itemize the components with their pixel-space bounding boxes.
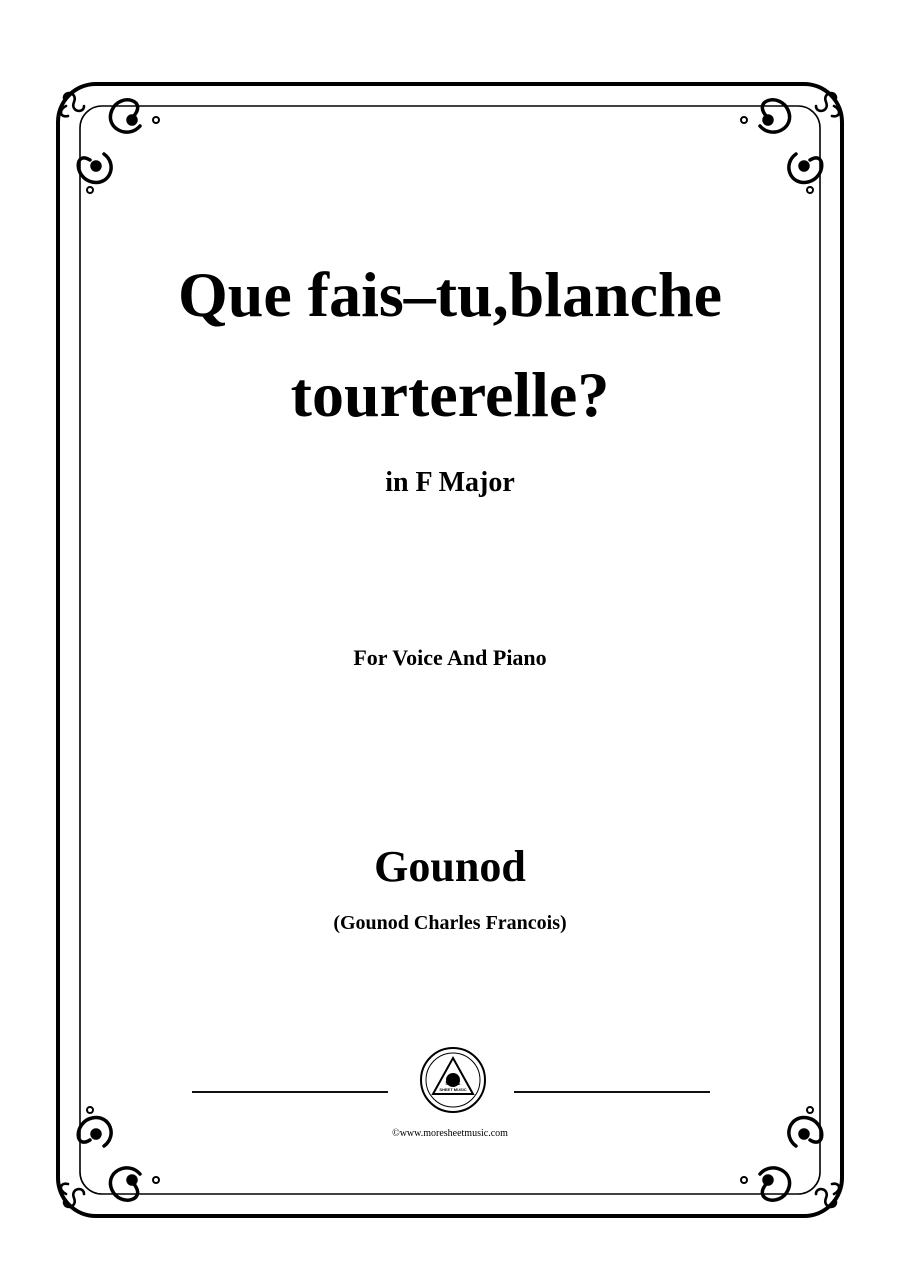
divider-right <box>514 1091 710 1093</box>
corner-scroll <box>78 1107 159 1200</box>
seal-text-top: MORE <box>445 1081 461 1087</box>
title-line-2: tourterelle? <box>290 359 610 430</box>
instrumentation: For Voice And Piano <box>353 645 547 670</box>
corner-scroll <box>741 100 822 193</box>
publisher-seal-icon <box>419 1046 487 1114</box>
corner-scroll <box>741 1107 822 1200</box>
key-signature: in F Major <box>385 467 515 498</box>
corner-scroll <box>78 100 159 193</box>
copyright-link[interactable]: ©www.moresheetmusic.com <box>392 1128 508 1139</box>
corner-curl-icon <box>816 93 839 116</box>
composer-name: Gounod <box>374 842 526 891</box>
composer-full-name: (Gounod Charles Francois) <box>333 912 567 934</box>
divider-left <box>192 1091 388 1093</box>
corner-curl-icon <box>816 1184 839 1207</box>
seal-text-bottom: SHEET MUSIC <box>439 1087 467 1092</box>
corner-curl-icon <box>61 93 84 116</box>
corner-curl-icon <box>61 1184 84 1207</box>
title-line-1: Que fais–tu,blanche <box>177 259 723 330</box>
